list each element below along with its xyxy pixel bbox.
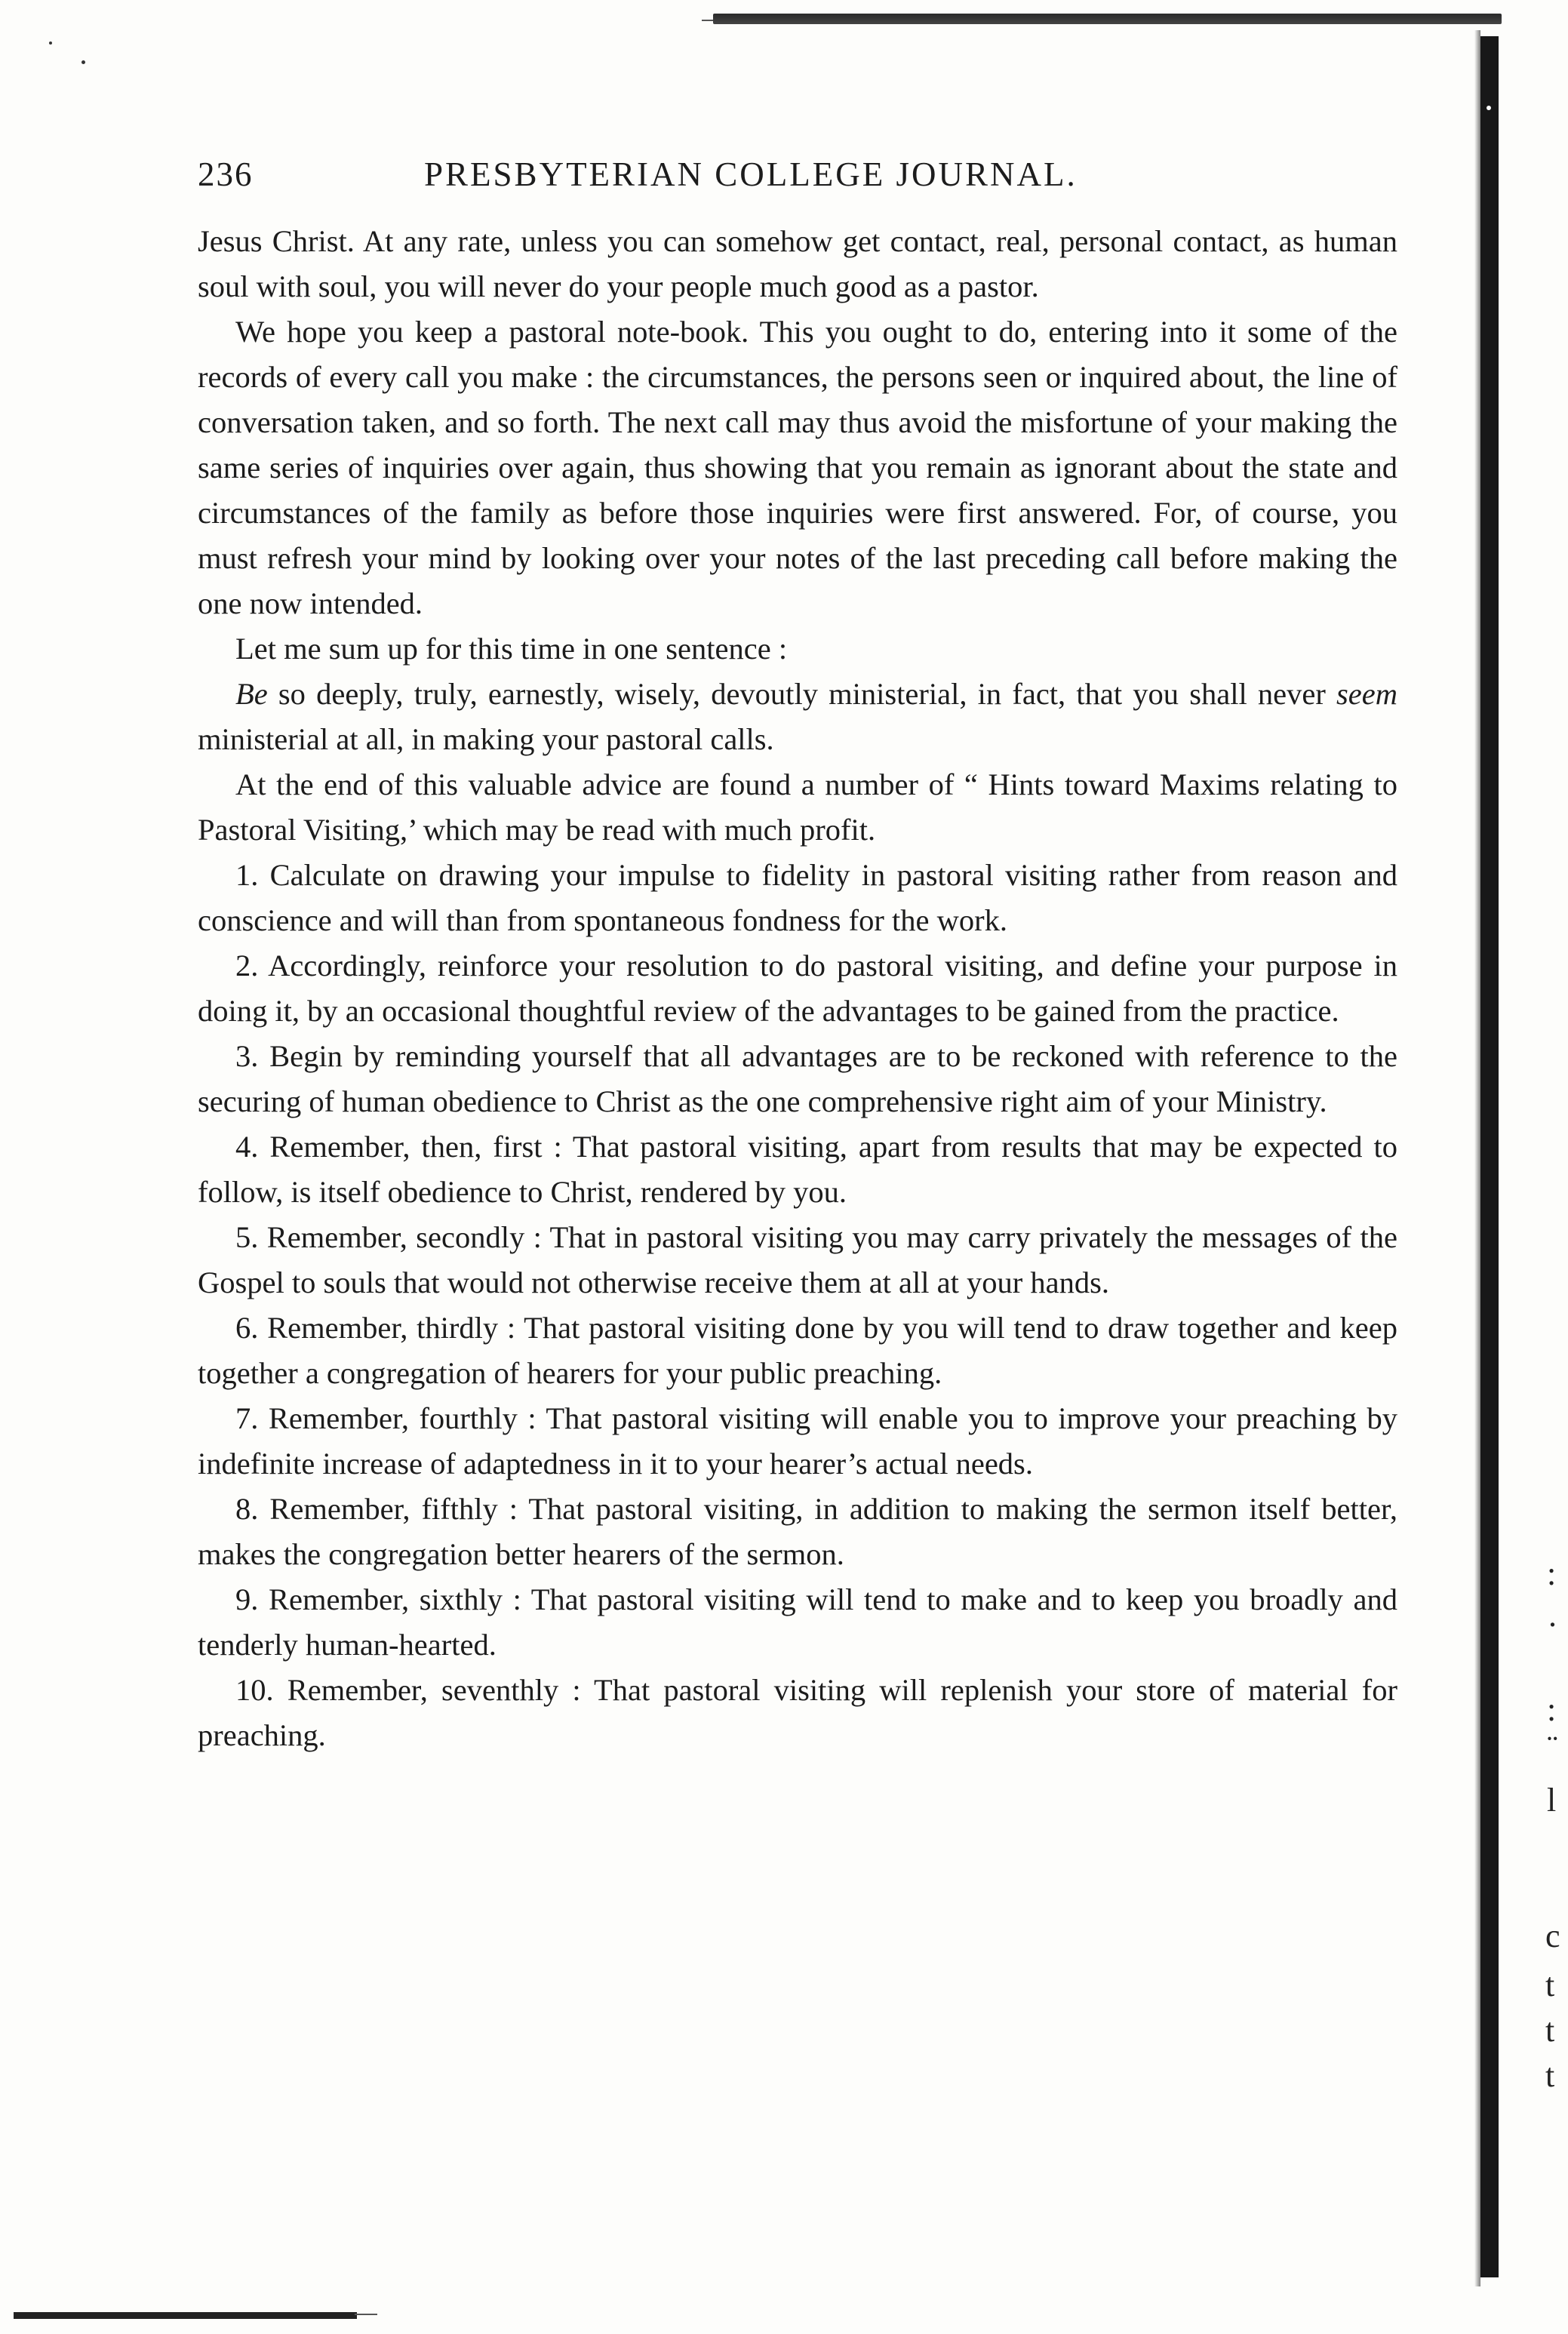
margin-mark: : <box>1547 1691 1557 1728</box>
scan-speck <box>81 60 85 64</box>
list-item: 1. Calculate on drawing your impulse to fidelity in pastoral visiting rather from reason and conscience and will than from spontaneous fondness for the work. <box>198 858 1397 937</box>
page-header <box>198 147 1405 208</box>
list-item: 3. Begin by reminding yourself that all advantages are to be reckoned with reference to the securing of human obedience to Christ as the one comprehensive right aim of your Ministry. <box>198 1039 1397 1118</box>
list-item: 9. Remember, sixthly : That pastoral visiting will tend to make and to keep you broadly and tenderly human-hearted. <box>198 1582 1397 1662</box>
margin-mark: t <box>1545 2057 1555 2094</box>
bottom-border-rule-thin <box>355 2314 377 2315</box>
list-item: 8. Remember, fifthly : That pastoral visiting, in addition to making the sermon itself better, makes the congregation better hearers of the sermon. <box>198 1492 1397 1571</box>
top-border-rule <box>713 14 1502 24</box>
text-run: ministerial at all, in making your pastoral calls. <box>198 722 774 756</box>
margin-mark: t <box>1545 1967 1555 2003</box>
margin-mark: . <box>1548 1597 1557 1634</box>
list-item: 5. Remember, secondly : That in pastoral visiting you may carry privately the messages of the Gospel to souls that would not otherwise receive them at all at your hands. <box>198 1220 1397 1299</box>
text-run: so deeply, truly, earnestly, wisely, devoutly ministerial, in fact, that you shall never <box>267 677 1337 711</box>
emphasis: seem <box>1336 677 1397 711</box>
right-binding-edge <box>1480 36 1499 2277</box>
binding-shadow <box>1474 30 1480 2286</box>
paragraph: We hope you keep a pastoral note-book. This you ought to do, entering into it some of the records of every call you make : the circumstances, the persons seen or inquired about, the line of conversation taken, and so forth. The next call may thus avoid the misfortune of your making the same series of inquiries over again, thus showing that you remain as ignorant about the state and circumstances of the family as before those inquiries were first answered. For, of course, you must refresh your mind by looking over your notes of the last preceding call before making the one now intended. <box>198 315 1397 620</box>
list-item: 6. Remember, thirdly : That pastoral visiting done by you will tend to draw together and keep together a congregation of hearers for your public preaching. <box>198 1311 1397 1390</box>
list-item: 2. Accordingly, reinforce your resolution to do pastoral visiting, and define your purpose in doing it, by an occasional thoughtful review of the advantages to be gained from the practice. <box>198 949 1397 1028</box>
margin-mark: ¨ <box>1547 1729 1558 1766</box>
page-number: 236 <box>198 155 254 193</box>
margin-mark: : <box>1547 1555 1557 1592</box>
paragraph: Jesus Christ. At any rate, unless you can somehow get contact, real, personal contact, as human soul with soul, you will never do your people much good as a pastor. <box>198 224 1397 303</box>
bottom-border-rule <box>14 2312 357 2319</box>
margin-mark: c <box>1545 1917 1560 1954</box>
margin-mark: l <box>1547 1782 1557 1819</box>
list-item: 4. Remember, then, first : That pastoral visiting, apart from results that may be expected to follow, is itself obedience to Christ, rendered by you. <box>198 1130 1397 1209</box>
running-title: PRESBYTERIAN COLLEGE JOURNAL. <box>424 155 1078 193</box>
article-body <box>198 219 1397 1758</box>
list-item: 10. Remember, seventhly : That pastoral visiting will replenish your store of material for preaching. <box>198 1673 1397 1752</box>
paragraph: At the end of this valuable advice are found a number of “ Hints toward Maxims relating to Pastoral Visiting,’ which may be read with much profit. <box>198 767 1397 847</box>
scan-speck <box>1487 106 1491 110</box>
list-item: 7. Remember, fourthly : That pastoral visiting will enable you to improve your preaching by indefinite increase of adaptedness in it to your hearer’s actual needs. <box>198 1401 1397 1481</box>
paragraph: Let me sum up for this time in one sentence : <box>235 632 788 666</box>
margin-mark: t <box>1545 2012 1555 2049</box>
paragraph <box>198 672 1397 762</box>
emphasis: Be <box>235 677 268 711</box>
scan-speck <box>49 42 52 45</box>
